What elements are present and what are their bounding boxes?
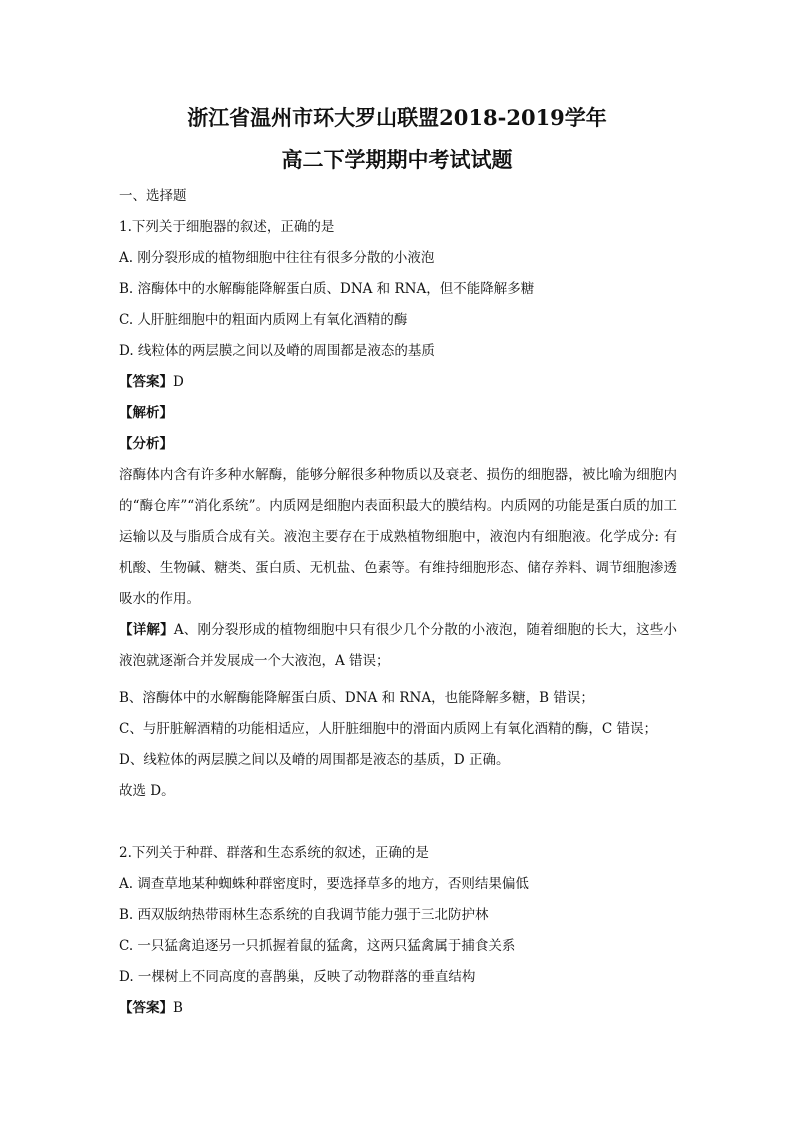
q1-fenxi-tag: 【分析】 bbox=[119, 436, 173, 452]
q1-conclusion: 故选 D。 bbox=[119, 783, 175, 799]
document-title-line2: 高二下学期期中考试试题 bbox=[281, 147, 513, 172]
q2-answer-value: B bbox=[173, 1000, 183, 1016]
q1-xiangjie-c: C、与肝脏解酒精的功能相适应，人肝脏细胞中的滑面内质网上有氧化酒精的酶，C 错误； bbox=[119, 721, 657, 737]
q2-answer bbox=[119, 998, 183, 1018]
document-title-line1: 浙江省温州市环大罗山联盟2018-2019学年 bbox=[187, 105, 607, 130]
q1-xiangjie-d: D、线粒体的两层膜之间以及嵴的周围都是液态的基质，D 正确。 bbox=[119, 752, 510, 768]
q1-analysis-tag: 【解析】 bbox=[119, 405, 173, 421]
section-heading: 一、选择题 bbox=[119, 188, 187, 204]
q1-option-c: C. 人肝脏细胞中的粗面内质网上有氧化酒精的酶 bbox=[119, 312, 408, 328]
q1-answer bbox=[119, 372, 184, 392]
q2-answer-tag: 【答案】 bbox=[119, 1000, 173, 1016]
q2-option-b: B. 西双版纳热带雨林生态系统的自我调节能力强于三北防护林 bbox=[119, 907, 489, 923]
q1-option-b: B. 溶酶体中的水解酶能降解蛋白质、DNA 和 RNA，但不能降解多糖 bbox=[119, 281, 535, 297]
q1-answer-tag: 【答案】 bbox=[119, 374, 173, 390]
q1-xiangjie-a-text: A、刚分裂形成的植物细胞中只有很少几个分散的小液泡，随着细胞的长大，这些小液泡就逐渐合并发展成一个大液泡，A 错误； bbox=[119, 622, 678, 669]
q1-answer-value: D bbox=[173, 374, 184, 390]
q2-option-d: D. 一棵树上不同高度的喜鹊巢，反映了动物群落的垂直结构 bbox=[119, 969, 476, 985]
q1-xiangjie-b: B、溶酶体中的水解酶能降解蛋白质、DNA 和 RNA，也能降解多糖，B 错误； bbox=[119, 690, 594, 706]
q1-option-a: A. 刚分裂形成的植物细胞中往往有很多分散的小液泡 bbox=[119, 250, 435, 266]
q1-option-d: D. 线粒体的两层膜之间以及嵴的周围都是液态的基质 bbox=[119, 343, 435, 359]
q1-stem: 1.下列关于细胞器的叙述，正确的是 bbox=[119, 219, 335, 235]
q2-stem: 2.下列关于种群、群落和生态系统的叙述，正确的是 bbox=[119, 845, 429, 861]
q2-option-a: A. 调查草地某种蜘蛛种群密度时，要选择草多的地方，否则结果偏低 bbox=[119, 876, 529, 892]
q1-xiangjie-tag: 【详解】 bbox=[119, 622, 174, 638]
q2-option-c: C. 一只猛禽追逐另一只抓握着鼠的猛禽，这两只猛禽属于捕食关系 bbox=[119, 938, 516, 954]
q1-fenxi-text: 溶酶体内含有许多种水解酶，能够分解很多种物质以及衰老、损伤的细胞器，被比喻为细胞内的“酶仓库”“消化系统”。内质网是细胞内表面积最大的膜结构。内质网的功能是蛋白质的加工运输以及与脂质合成有关。液泡主要存在于成熟植物细胞中，液泡内有细胞液。化学成分: 有机酸、生物碱、糖类、蛋白质、无机盐、色素等。有维持细胞形态、储存养料、调节细胞渗透吸水的作用。 bbox=[119, 467, 677, 607]
q1-xiangjie-a bbox=[119, 615, 677, 677]
